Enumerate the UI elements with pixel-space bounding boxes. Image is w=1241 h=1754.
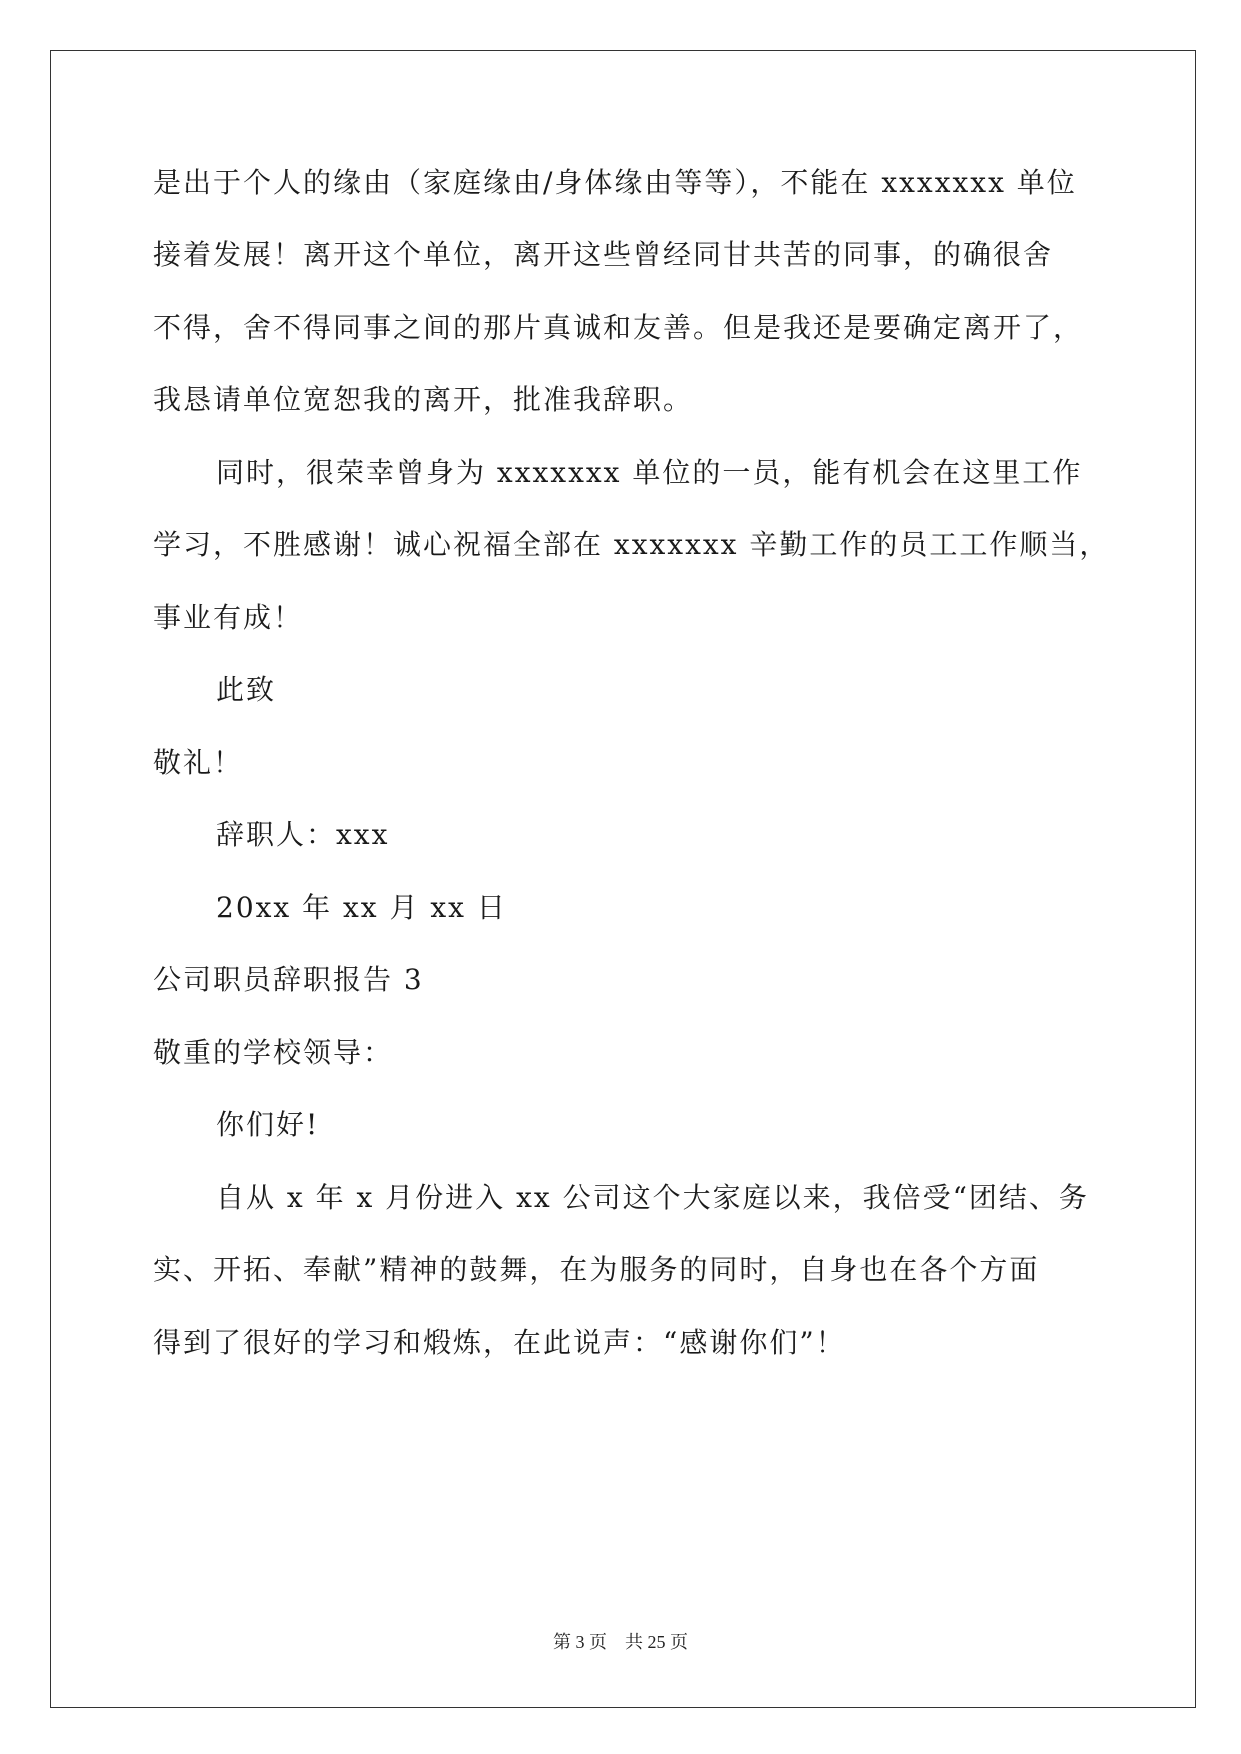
- body-line: 实、开拓、奉献”精神的鼓舞，在为服务的同时，自身也在各个方面: [153, 1253, 1040, 1286]
- letter-addressee: 敬重的学校领导：: [153, 1036, 394, 1069]
- body-line: 学习，不胜感谢！诚心祝福全部在 xxxxxxx 辛勤工作的员工工作顺当，: [153, 528, 1110, 561]
- closing-regards: 敬礼！: [153, 746, 244, 779]
- body-line: 事业有成！: [153, 601, 304, 634]
- section-heading: 公司职员辞职报告 3: [153, 963, 424, 996]
- body-line: 接着发展！离开这个单位，离开这些曾经同甘共苦的同事，的确很舍: [153, 238, 1054, 271]
- body-line: 不得，舍不得同事之间的那片真诚和友善。但是我还是要确定离开了，: [153, 311, 1084, 344]
- page-border: [50, 50, 1196, 1708]
- letter-greeting: 你们好!: [216, 1108, 320, 1141]
- body-line: 同时，很荣幸曾身为 xxxxxxx 单位的一员，能有机会在这里工作: [216, 456, 1083, 489]
- closing-salutation: 此致: [216, 673, 277, 706]
- body-line: 我恳请单位宽恕我的离开，批准我辞职。: [153, 383, 694, 416]
- body-line: 得到了很好的学习和煅炼，在此说声：“感谢你们”！: [153, 1326, 846, 1359]
- signature-date: 20xx 年 xx 月 xx 日: [216, 891, 507, 924]
- body-line: 自从 x 年 x 月份进入 xx 公司这个大家庭以来，我倍受“团结、务: [216, 1181, 1089, 1214]
- signature-name: 辞职人：xxx: [216, 818, 390, 851]
- body-line: 是出于个人的缘由（家庭缘由/身体缘由等等），不能在 xxxxxxx 单位: [153, 166, 1077, 199]
- page-number-footer: 第 3 页 共 25 页: [553, 1632, 688, 1652]
